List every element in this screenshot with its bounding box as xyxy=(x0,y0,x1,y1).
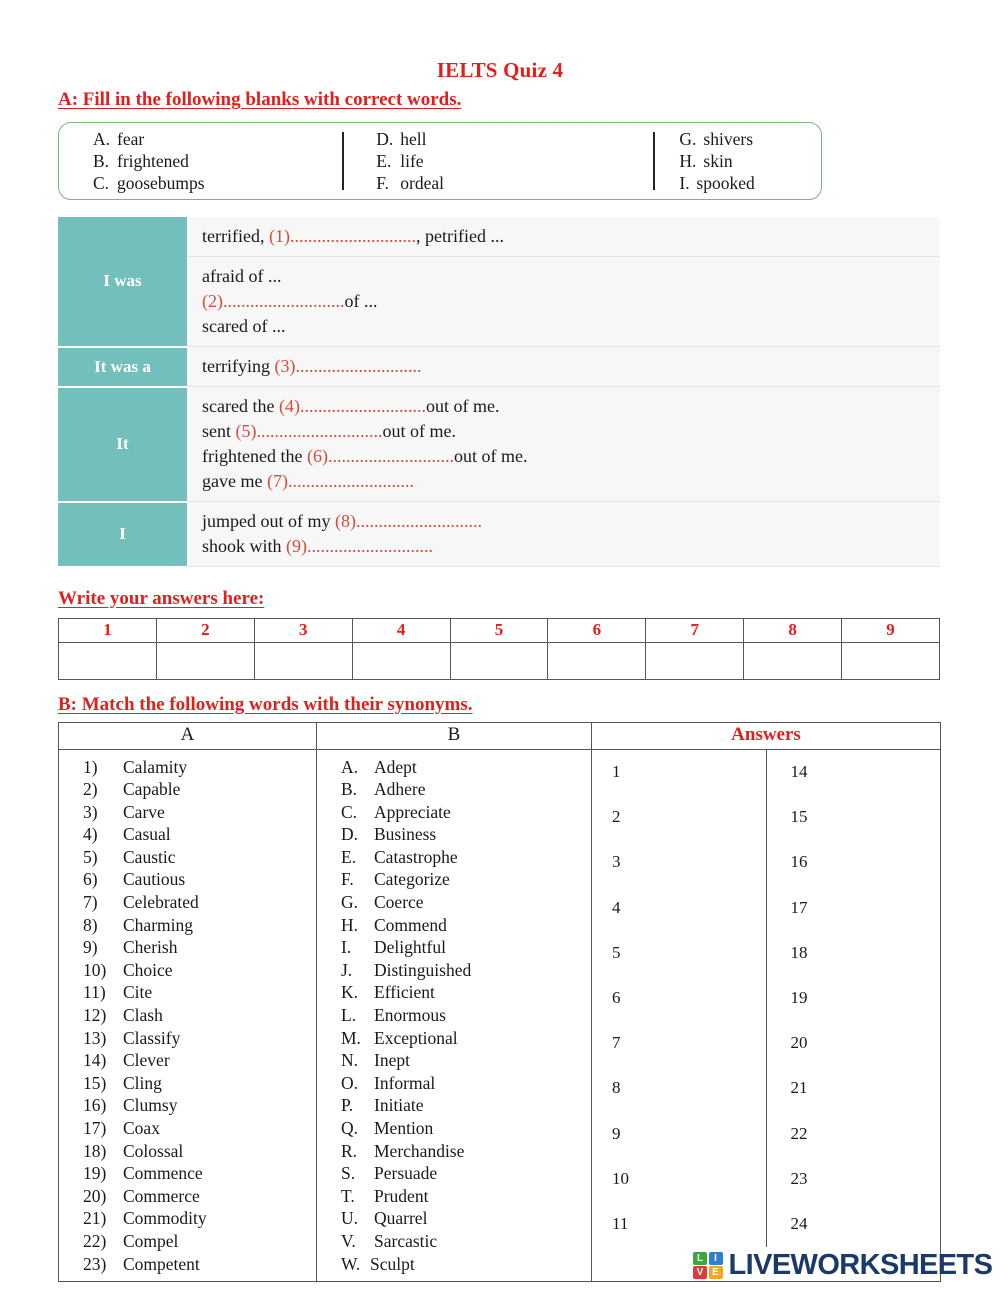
column-a-item-number: 8) xyxy=(83,914,98,935)
gap-fill-table xyxy=(58,217,940,568)
column-a-item-word: Cling xyxy=(123,1072,162,1093)
column-b-item xyxy=(317,801,591,824)
column-b-item-letter: H. xyxy=(341,914,359,935)
column-a-item xyxy=(59,1230,316,1253)
word-bank-column-3 xyxy=(653,123,821,199)
column-a-item xyxy=(59,1185,316,1208)
column-b-item-letter: M. xyxy=(341,1027,361,1048)
answers-grid-left-slot[interactable]: 8 xyxy=(612,1078,621,1098)
column-b-item xyxy=(317,868,591,891)
column-a-item xyxy=(59,778,316,801)
column-a-item-word: Charming xyxy=(123,914,193,935)
column-a-item-word: Commerce xyxy=(123,1185,200,1206)
column-a-item-number: 22) xyxy=(83,1230,107,1251)
word-bank-item-word: fear xyxy=(117,129,145,149)
column-a-item-number: 3) xyxy=(83,801,98,822)
gap-fill-row-content xyxy=(187,347,940,387)
word-bank-item xyxy=(679,150,821,172)
gap-fill-row xyxy=(58,347,940,387)
column-a-item-number: 23) xyxy=(83,1253,107,1274)
column-a-item-word: Colossal xyxy=(123,1140,184,1161)
matching-table xyxy=(58,722,941,1283)
column-b-item-word: Quarrel xyxy=(374,1208,428,1229)
column-b-item xyxy=(317,1253,591,1276)
column-a-item-number: 15) xyxy=(83,1072,107,1093)
word-bank-item xyxy=(93,150,342,172)
answers-grid-row xyxy=(592,1066,940,1111)
column-a-item-number: 7) xyxy=(83,892,98,913)
column-b-item xyxy=(317,914,591,937)
column-a-item xyxy=(59,823,316,846)
answers-grid-right-slot[interactable]: 18 xyxy=(766,930,940,975)
gap-fill-line[interactable]: shook with (9)............................ xyxy=(202,536,434,556)
column-a-item-word: Clumsy xyxy=(123,1095,178,1116)
column-a-item-word: Commodity xyxy=(123,1208,207,1229)
page-title: IELTS Quiz 4 xyxy=(436,58,564,82)
column-a-list xyxy=(59,749,317,1282)
column-b-item-letter: T. xyxy=(341,1185,355,1206)
column-a-item xyxy=(59,891,316,914)
answers-grid-left-slot[interactable]: 10 xyxy=(612,1168,629,1188)
word-bank-item-word: spooked xyxy=(696,173,755,193)
column-a-item-number: 1) xyxy=(83,756,98,777)
column-a-item-number: 16) xyxy=(83,1095,107,1116)
column-b-item-letter: A. xyxy=(341,756,359,777)
column-b-item-letter: I. xyxy=(341,937,352,958)
column-b-item-letter: R. xyxy=(341,1140,358,1161)
word-bank-item-letter: D. xyxy=(376,129,394,149)
column-b-item-letter: Q. xyxy=(341,1118,359,1138)
word-bank-item-letter: G. xyxy=(679,129,697,149)
column-b-item xyxy=(317,1072,591,1095)
column-a-item xyxy=(59,1207,316,1230)
column-b-item-word: Efficient xyxy=(374,982,435,1003)
column-a-item-word: Caustic xyxy=(123,846,176,867)
column-b-item-letter: L. xyxy=(341,1005,357,1026)
gap-fill-row-content xyxy=(187,502,940,567)
gap-fill-row-label: I was xyxy=(58,217,187,347)
answers-grid-left-slot[interactable]: 9 xyxy=(612,1123,621,1143)
answer-strip-number: 7 xyxy=(646,618,744,642)
section-b-heading: B: Match the following words with their synonyms. xyxy=(58,693,473,715)
word-bank-item xyxy=(679,128,821,150)
column-b-item-letter: G. xyxy=(341,892,359,913)
column-a-item xyxy=(59,936,316,959)
answers-grid-right-slot[interactable]: 15 xyxy=(766,795,940,840)
column-a-item-number: 13) xyxy=(83,1027,107,1048)
column-b-item-letter: E. xyxy=(341,846,357,867)
column-b-item xyxy=(317,1230,591,1253)
column-a-item-word: Cherish xyxy=(123,937,178,958)
column-b-item-letter: W. xyxy=(341,1253,361,1274)
column-a-item-word: Capable xyxy=(123,779,181,800)
word-bank-item xyxy=(376,150,653,172)
column-a-item-number: 20) xyxy=(83,1185,107,1206)
column-b-item-word: Adept xyxy=(374,756,417,777)
column-b-item xyxy=(317,823,591,846)
word-bank-column-1 xyxy=(59,123,342,199)
column-b-item-word: Coerce xyxy=(374,892,424,913)
gap-fill-row xyxy=(58,217,940,257)
column-b-item-word: Informal xyxy=(374,1072,436,1093)
word-bank-item-word: goosebumps xyxy=(117,173,205,193)
column-b-item xyxy=(317,1027,591,1050)
word-bank-item-letter: A. xyxy=(93,129,111,149)
answer-strip-number: 5 xyxy=(450,618,548,642)
column-a-item xyxy=(59,1072,316,1095)
column-b-item xyxy=(317,981,591,1004)
column-a-item-number: 9) xyxy=(83,937,98,958)
column-a-item-word: Celebrated xyxy=(123,892,199,913)
column-a-item-number: 2) xyxy=(83,779,98,800)
word-bank-item-word: shivers xyxy=(703,129,753,149)
column-b-item xyxy=(317,1004,591,1027)
answers-grid-row xyxy=(592,1156,940,1201)
column-b-item-word: Inept xyxy=(374,1050,410,1071)
answers-grid-row xyxy=(592,1201,940,1246)
answers-column-header: Answers xyxy=(592,722,941,749)
column-a-item-word: Cautious xyxy=(123,869,186,890)
column-a-item-number: 4) xyxy=(83,824,98,845)
gap-fill-line[interactable]: frightened the (6)............................out of me. xyxy=(202,446,528,466)
answers-grid-right-slot[interactable]: 21 xyxy=(766,1066,940,1111)
section-a-heading: A: Fill in the following blanks with correct words. xyxy=(58,89,462,110)
answers-grid-left-slot[interactable]: 3 xyxy=(612,852,621,872)
column-b-item-word: Initiate xyxy=(374,1095,424,1116)
answers-grid-row xyxy=(592,1111,940,1156)
word-bank-column-2 xyxy=(342,123,653,199)
gap-fill-row-content xyxy=(187,387,940,502)
column-a-item xyxy=(59,981,316,1004)
column-a-item-word: Calamity xyxy=(123,756,188,777)
column-a-item-number: 21) xyxy=(83,1208,107,1229)
column-b-item-letter: N. xyxy=(341,1050,359,1071)
column-b-item xyxy=(317,1117,591,1140)
column-a-item-word: Carve xyxy=(123,801,165,822)
column-a-item xyxy=(59,1004,316,1027)
column-a-item xyxy=(59,1049,316,1072)
column-b-item xyxy=(317,1185,591,1208)
answers-grid-left-slot[interactable]: 1 xyxy=(612,762,621,782)
column-b-item-word: Business xyxy=(374,824,437,845)
column-a-item-number: 17) xyxy=(83,1118,107,1138)
answers-grid-left-slot[interactable]: 4 xyxy=(612,897,621,917)
answers-grid-right-slot[interactable]: 20 xyxy=(766,1021,940,1066)
column-a-item xyxy=(59,1094,316,1117)
word-bank-item-word: life xyxy=(400,151,424,171)
gap-fill-line[interactable]: (2)...........................of ... xyxy=(202,291,378,311)
answers-grid-right-slot[interactable]: 14 xyxy=(766,750,940,795)
gap-fill-line[interactable]: afraid of ... xyxy=(202,266,282,286)
logo-tile-i: I xyxy=(709,1252,723,1265)
column-a-item xyxy=(59,1253,316,1276)
column-b-item xyxy=(317,778,591,801)
column-a-item-word: Classify xyxy=(123,1027,181,1048)
answers-grid-row xyxy=(592,930,940,975)
column-a-item-word: Choice xyxy=(123,959,173,980)
column-b-item-letter: P. xyxy=(341,1095,354,1116)
word-bank-item-word: ordeal xyxy=(400,173,444,193)
column-b-item-word: Appreciate xyxy=(374,801,451,822)
answers-grid-row xyxy=(592,975,940,1020)
column-a-item-word: Cite xyxy=(123,982,153,1003)
answer-strip-number: 9 xyxy=(842,618,940,642)
logo-tiles-icon xyxy=(693,1252,723,1280)
column-b-item xyxy=(317,1207,591,1230)
answer-strip-number: 2 xyxy=(156,618,254,642)
column-b-item xyxy=(317,1049,591,1072)
logo-tile-l: L xyxy=(693,1252,707,1265)
column-b-item-letter: S. xyxy=(341,1163,356,1184)
column-b-item-word: Merchandise xyxy=(374,1140,465,1161)
answers-grid-left-slot[interactable]: 6 xyxy=(612,988,621,1008)
logo-wordmark: LIVEWORKSHEETS xyxy=(728,1249,993,1281)
column-b-item-letter: O. xyxy=(341,1072,359,1093)
answer-strip-input[interactable] xyxy=(352,642,450,679)
gap-fill-line[interactable]: sent (5)............................out of me. xyxy=(202,421,456,441)
column-b-item-word: Mention xyxy=(374,1118,434,1138)
answers-grid-right-slot[interactable]: 16 xyxy=(766,840,940,885)
liveworksheets-logo xyxy=(693,1249,992,1282)
column-b-item-letter: F. xyxy=(341,869,354,890)
answers-grid-right-slot[interactable]: 24 xyxy=(766,1201,940,1246)
answers-grid-row xyxy=(592,1021,940,1066)
column-a-item-word: Clash xyxy=(123,1005,163,1026)
answers-grid-row xyxy=(592,795,940,840)
column-a-item xyxy=(59,1117,316,1140)
column-b-item-word: Delightful xyxy=(374,937,446,958)
word-bank-item xyxy=(93,128,342,150)
answer-strip-input-row xyxy=(59,642,940,679)
word-bank-item-letter: F. xyxy=(376,173,389,193)
column-b-item-word: Prudent xyxy=(374,1185,429,1206)
column-b-item-word: Commend xyxy=(374,914,447,935)
gap-fill-row xyxy=(58,387,940,502)
column-b-item-word: Enormous xyxy=(374,1005,446,1026)
column-a-item-number: 12) xyxy=(83,1005,107,1026)
gap-fill-line[interactable]: terrifying (3)............................ xyxy=(202,356,422,376)
gap-fill-row xyxy=(58,502,940,567)
column-b-item xyxy=(317,1162,591,1185)
column-b-header: B xyxy=(317,722,592,749)
gap-fill-line[interactable]: terrified, (1)............................, petrified ... xyxy=(202,226,504,246)
answers-grid-row xyxy=(592,885,940,930)
column-b-item-letter: U. xyxy=(341,1208,359,1229)
column-a-item-number: 6) xyxy=(83,869,98,890)
answer-strip-input[interactable] xyxy=(842,642,940,679)
word-bank-item-letter: C. xyxy=(93,173,110,193)
answers-grid-left-slot[interactable]: 2 xyxy=(612,807,621,827)
gap-fill-line[interactable]: scared of ... xyxy=(202,316,286,336)
answer-strip-input[interactable] xyxy=(156,642,254,679)
answers-grid-right-slot[interactable]: 17 xyxy=(766,885,940,930)
column-b-item-word: Persuade xyxy=(374,1163,438,1184)
answers-grid-row xyxy=(592,750,940,795)
gap-fill-line[interactable]: jumped out of my (8)............................ xyxy=(202,511,482,531)
answers-grid-cell xyxy=(592,749,941,1282)
column-a-item-number: 11) xyxy=(83,982,106,1003)
column-b-item-letter: B. xyxy=(341,779,358,800)
answers-grid-left-slot[interactable]: 7 xyxy=(612,1033,621,1053)
column-a-item-number: 14) xyxy=(83,1050,107,1071)
column-a-item xyxy=(59,1162,316,1185)
logo-tile-e: E xyxy=(709,1266,723,1279)
answer-strip-input[interactable] xyxy=(450,642,548,679)
word-bank-item xyxy=(376,172,653,194)
column-b-item-word: Catastrophe xyxy=(374,846,458,867)
answer-strip-input[interactable] xyxy=(744,642,842,679)
answers-grid-right-slot[interactable]: 22 xyxy=(766,1111,940,1156)
gap-fill-row-label: It xyxy=(58,387,187,502)
answer-strip-number: 1 xyxy=(59,618,157,642)
word-bank xyxy=(58,122,822,200)
column-a-item xyxy=(59,846,316,869)
answers-grid-left-slot[interactable]: 5 xyxy=(612,942,621,962)
answer-strip-number: 3 xyxy=(254,618,352,642)
answers-grid xyxy=(592,750,940,1247)
word-bank-item xyxy=(376,128,653,150)
answer-strip-number: 6 xyxy=(548,618,646,642)
gap-fill-row-label: It was a xyxy=(58,347,187,387)
column-a-item-word: Commence xyxy=(123,1163,203,1184)
column-a-item-word: Competent xyxy=(123,1253,200,1274)
column-a-item-word: Clever xyxy=(123,1050,170,1071)
answer-strip-number-row xyxy=(59,618,940,642)
column-a-item-number: 18) xyxy=(83,1140,107,1161)
word-bank-item-word: skin xyxy=(703,151,733,171)
column-a-item xyxy=(59,1027,316,1050)
word-bank-item-letter: B. xyxy=(93,151,110,171)
column-a-item xyxy=(59,756,316,779)
gap-fill-line[interactable]: scared the (4)............................out of me. xyxy=(202,396,500,416)
column-a-item xyxy=(59,1140,316,1163)
word-bank-item-word: frightened xyxy=(117,151,189,171)
column-a-item xyxy=(59,868,316,891)
column-b-item-word: Sarcastic xyxy=(374,1230,438,1251)
answers-grid-right-slot[interactable]: 19 xyxy=(766,975,940,1020)
column-b-list xyxy=(317,749,592,1282)
answer-strip-input[interactable] xyxy=(59,642,157,679)
column-a-item-number: 10) xyxy=(83,959,107,980)
answer-strip-input[interactable] xyxy=(646,642,744,679)
gap-fill-row xyxy=(58,257,940,347)
write-answers-heading: Write your answers here: xyxy=(58,587,265,609)
column-b-item-letter: J. xyxy=(341,959,353,980)
column-b-item xyxy=(317,936,591,959)
column-b-item-letter: K. xyxy=(341,982,359,1003)
answers-grid-left-slot[interactable]: 11 xyxy=(612,1213,629,1233)
gap-fill-line[interactable]: gave me (7)............................ xyxy=(202,471,414,491)
word-bank-item-letter: H. xyxy=(679,151,697,171)
column-b-item-word: Exceptional xyxy=(374,1027,458,1048)
answers-grid-right-slot[interactable]: 23 xyxy=(766,1156,940,1201)
column-a-item-word: Compel xyxy=(123,1230,179,1251)
column-a-header: A xyxy=(59,722,317,749)
column-a-item xyxy=(59,914,316,937)
answer-strip-number: 4 xyxy=(352,618,450,642)
column-b-item-word: Categorize xyxy=(374,869,450,890)
answer-strip-input[interactable] xyxy=(548,642,646,679)
column-b-item xyxy=(317,959,591,982)
column-b-item-letter: C. xyxy=(341,801,358,822)
word-bank-item-letter: E. xyxy=(376,151,392,171)
column-a-item-word: Casual xyxy=(123,824,171,845)
column-b-item-letter: D. xyxy=(341,824,359,845)
column-b-item xyxy=(317,846,591,869)
word-bank-item-letter: I. xyxy=(679,173,690,193)
column-b-item xyxy=(317,756,591,779)
answer-strip-table xyxy=(58,618,940,680)
column-a-item xyxy=(59,959,316,982)
answers-grid-row xyxy=(592,840,940,885)
answer-strip-number: 8 xyxy=(744,618,842,642)
column-b-item-word: Sculpt xyxy=(370,1253,415,1274)
word-bank-item xyxy=(93,172,342,194)
column-a-item-number: 19) xyxy=(83,1163,107,1184)
word-bank-item xyxy=(679,172,821,194)
column-b-item xyxy=(317,1140,591,1163)
word-bank-item-word: hell xyxy=(400,129,427,149)
answer-strip-input[interactable] xyxy=(254,642,352,679)
column-b-item-letter: V. xyxy=(341,1230,356,1251)
column-b-item-word: Distinguished xyxy=(374,959,472,980)
column-b-item-word: Adhere xyxy=(374,779,426,800)
logo-tile-v: V xyxy=(693,1266,707,1279)
gap-fill-row-content xyxy=(187,217,940,257)
column-b-item xyxy=(317,891,591,914)
column-a-item-number: 5) xyxy=(83,846,98,867)
gap-fill-row-label: I xyxy=(58,502,187,567)
column-a-item xyxy=(59,801,316,824)
gap-fill-row-content xyxy=(187,257,940,347)
column-a-item-word: Coax xyxy=(123,1118,160,1138)
column-b-item xyxy=(317,1094,591,1117)
